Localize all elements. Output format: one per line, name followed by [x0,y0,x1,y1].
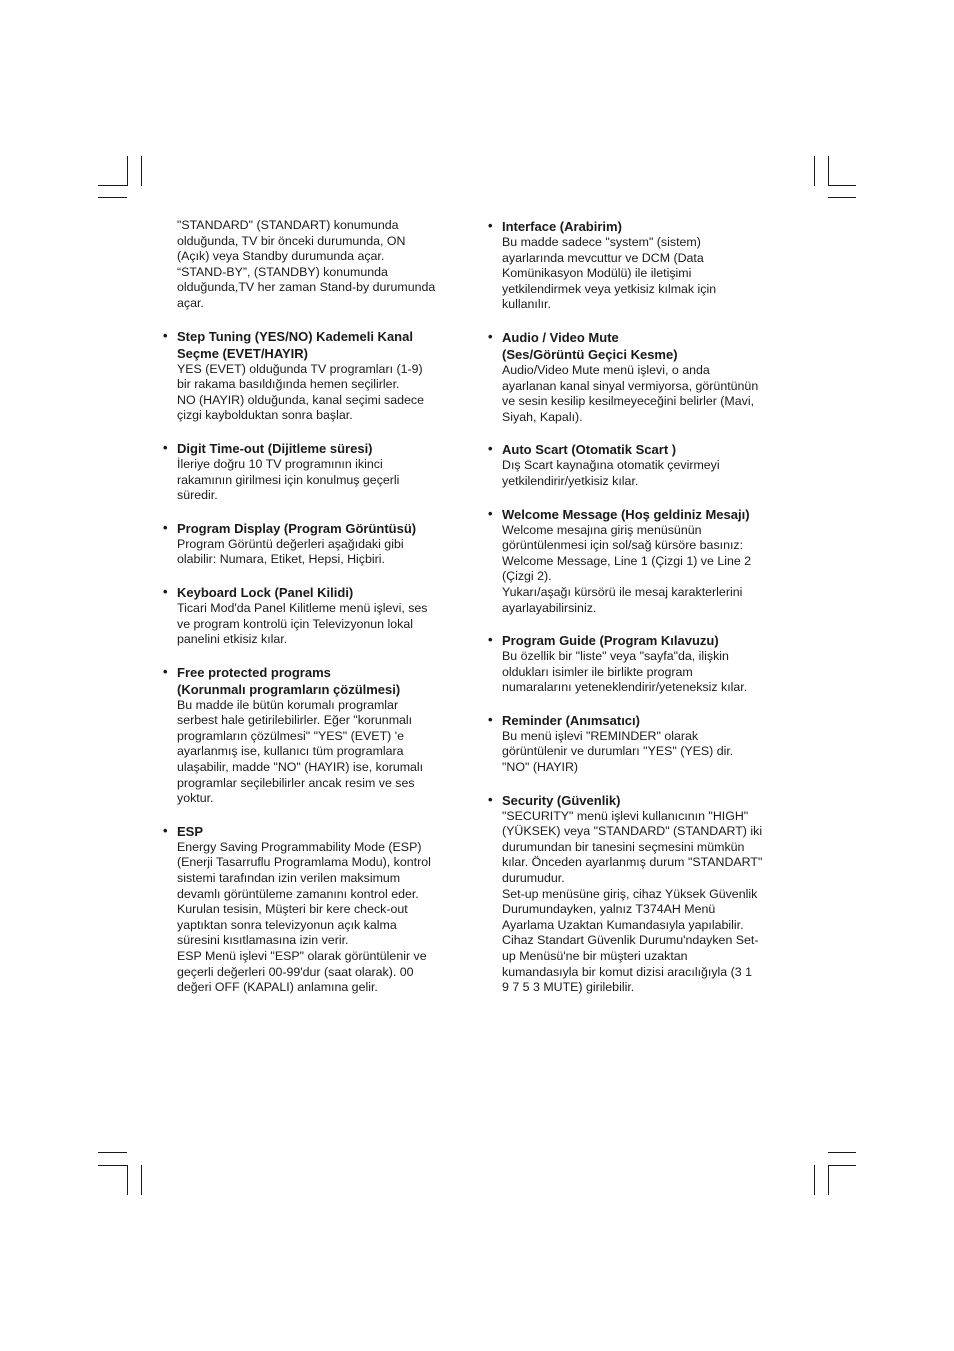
section-title [177,823,463,840]
crop-mark [828,156,829,186]
list-item [163,328,463,424]
text-line: durumundan bir tanesini seçmesini mümkün [502,839,745,854]
text-line: yetkilendirir/yetkisiz kılar. [502,473,639,488]
text-line: Ticari Mod'da Panel Kilitleme menü işlevi, ses [177,600,428,615]
title-line: Welcome Message (Hoş geldiniz Mesajı) [502,506,750,522]
text-line: kılar. Önceden ayarlanmış durum "STANDART" [502,855,763,870]
text-line: (Açık) veya Standby durumunda açar. [177,249,385,264]
section-body [502,235,790,313]
crop-mark [828,1165,829,1195]
bullet-icon: • [488,791,493,807]
text-line: Audio/Video Mute menü işlevi, o anda [502,362,710,377]
text-line: değeri OFF (KAPALI) anlamına gelir. [177,980,378,995]
crop-mark [127,156,128,186]
section-title [502,792,790,809]
section-body [177,457,463,504]
list-item [163,584,463,648]
bullet-icon: • [163,519,168,535]
section-title [502,329,790,363]
text-line: yoktur. [177,791,214,806]
title-line: ESP [177,823,204,839]
list-item [488,792,790,996]
text-line: Bu madde sadece "system" (sistem) [502,235,701,249]
text-line: süresini kısıtlamasına izin verir. [177,933,349,948]
bullet-icon: • [163,822,168,838]
right-column [488,218,790,1012]
crop-mark [141,156,142,186]
title-line: Seçme (EVET/HAYIR) [177,345,309,361]
left-column [163,218,463,1012]
text-line: durumudur. [502,871,565,886]
section-body [502,458,790,489]
crop-mark [98,1165,127,1166]
text-line: panelini etkisiz kılar. [177,632,288,647]
text-line: ve program kontrolü için Televizyonun lokal [177,616,414,631]
title-line: Auto Scart (Otomatik Scart ) [502,442,677,458]
text-line: "NO" (HAYIR) [502,760,579,775]
text-line: ayarlarında mevcuttur ve DCM (Data [502,250,704,265]
section-body [502,649,790,696]
section-body [177,362,463,424]
list-item [488,441,790,489]
text-line: ESP Menü işlevi "ESP" olarak görüntülenir ve [177,949,427,963]
list-item [163,520,463,568]
section-body [502,363,790,425]
list-item [488,329,790,425]
text-line: Bu menü işlevi "REMINDER" olarak [502,728,699,743]
section-title [177,664,463,698]
text-line: ayarlayabilirsiniz. [502,600,597,615]
text-line: Yukarı/aşağı kürsörü ile mesaj karakterlerini [502,584,743,599]
text-line: (Enerji Tasarruflu Programlama Modu), kontrol [177,855,431,870]
crop-mark [828,185,856,186]
text-line: Welcome mesajına giriş menüsünün [502,522,702,537]
text-line: (YÜKSEK) veya "STANDARD" (STANDART) iki [502,824,763,839]
text-line: olabilir: Numara, Etiket, Hepsi, Hiçbiri. [177,552,385,567]
text-line: rakamının girilmesi için konulmuş geçerli [177,472,400,487]
text-line: Energy Saving Programmability Mode (ESP) [177,839,422,854]
text-line: açar. [177,295,204,310]
text-line: programlar seçilebilirler ancak resim ve ses [177,775,415,790]
text-line: yetkilendirmek veya yetkisiz kılmak için [502,281,717,296]
section-title [502,632,790,649]
title-line: (Korunmalı programların çözülmesi) [177,681,401,697]
text-line: Welcome Message, Line 1 (Çizgi 1) ve Line 2 [502,553,752,568]
crop-mark [828,1165,856,1166]
title-line: Step Tuning (YES/NO) Kademeli Kanal [177,328,413,344]
text-line: "SECURITY" menü işlevi kullanıcının "HIGH" [502,808,749,823]
text-line: 9 7 5 3 MUTE) girilebilir. [502,980,635,995]
text-line: Siyah, Kapalı). [502,409,583,424]
title-line: Program Display (Program Görüntüsü) [177,520,417,536]
section-title [502,441,790,458]
title-line: Security (Güvenlik) [502,792,621,808]
text-line: devamlı görüntüleme zamanını kontrol eder. [177,886,419,901]
title-line: Audio / Video Mute [502,329,619,345]
text-line: ulaşabilir, madde "NO" (HAYIR) ise, korumalı [177,760,424,775]
text-line: serbest hale getirilebilirler. Eğer "korunmalı [177,713,413,728]
list-item [488,632,790,696]
text-line: Kurulan tesisin, Müşteri bir kere check-out [177,902,408,917]
text-line: süredir. [177,488,218,503]
section-title [177,584,463,601]
section-body [177,537,463,568]
list-item [488,218,790,313]
text-line: “STAND-BY”, (STANDBY) konumunda [177,264,388,279]
bullet-icon: • [163,663,168,679]
intro-paragraph [163,218,463,312]
text-line: çizgi kaybolduktan sonra başlar. [177,408,353,423]
section-body [502,729,790,776]
text-line: Cihaz Standart Güvenlik Durumu'ndayken Set- [502,933,759,948]
section-body [502,809,790,996]
text-line: Dış Scart kaynağına otomatik çevirmeyi [502,458,720,473]
section-title [177,440,463,457]
text-line: olduğunda,TV her zaman Stand-by durumunda [177,280,436,295]
text-line: kullanılır. [502,297,551,312]
text-line: up Menüsü'ne bir müşteri uzaktan [502,949,688,963]
text-line: görüntülenir ve durumları "YES" (YES) dir. [502,744,734,759]
bullet-icon: • [488,505,493,521]
text-line: Komünikasyon Modülü) ile iletişimi [502,266,692,281]
section-title [177,328,463,362]
section-body [502,523,790,617]
text-line: olduğunda, TV bir önceki durumunda, ON [177,233,406,248]
list-item [488,712,790,776]
text-line: numaralarını yeteneklendirir/yeteneksiz kılar. [502,680,748,695]
bullet-icon: • [488,218,493,233]
text-line: Bu madde ile bütün korumalı programlar [177,697,399,712]
crop-mark [814,1165,815,1195]
section-title [502,218,790,235]
title-line: Digit Time-out (Dijitleme süresi) [177,440,373,456]
crop-mark [814,156,815,186]
text-line: Bu özellik bir "liste" veya "sayfa"da, ilişkin [502,649,729,664]
section-body [177,601,463,648]
list-item [488,506,790,617]
section-body [177,698,463,807]
crop-mark [98,197,127,198]
text-line: ve sesin kesilip kesilmeyeceğini belirler (Mavi, [502,394,755,409]
text-line: ayarlanan kanal sinyal vermiyorsa, görüntünün [502,378,759,393]
text-line: geçerli değerleri 00-99'dur (saat olarak). 00 [177,964,414,979]
bullet-icon: • [488,711,493,727]
text-line: Program Görüntü değerleri aşağıdaki gibi [177,536,404,551]
title-line: (Ses/Görüntü Geçici Kesme) [502,346,678,362]
text-line: İleriye doğru 10 TV programının ikinci [177,456,383,471]
bullet-icon: • [163,327,168,343]
text-line: YES (EVET) olduğunda TV programları (1-9) [177,361,423,376]
bullet-icon: • [163,439,168,455]
title-line: Interface (Arabirim) [502,219,622,234]
crop-mark [127,1165,128,1195]
text-line: görüntülenmesi için sol/sağ kürsöre basınız: [502,538,744,553]
bullet-icon: • [163,583,168,599]
bullet-icon: • [488,632,493,648]
title-line: Reminder (Anımsatıcı) [502,712,640,728]
text-line: (Çizgi 2). [502,569,552,584]
list-item [163,823,463,996]
section-title [502,712,790,729]
bullet-icon: • [488,328,493,344]
text-line: sistemi tarafından izin verilen maksimum [177,871,401,886]
title-line: Program Guide (Program Kılavuzu) [502,633,719,649]
text-line: Set-up menüsüne giriş, cihaz Yüksek Güvenlik [502,886,758,901]
crop-mark [141,1165,142,1195]
text-line: ayarlanmış ise, kullanıcı tüm programlara [177,744,404,759]
list-item [163,440,463,504]
text-line: "STANDARD" (STANDART) konumunda [177,218,399,232]
list-item [163,664,463,807]
section-title [177,520,463,537]
section-title [502,506,790,523]
section-body [177,840,463,996]
text-line: kumandasıyla bir komut dizisi aracılığıyla (3 1 [502,964,752,979]
text-line: yaptıktan sonra televizyonun açık kalma [177,917,397,932]
crop-mark [98,1152,127,1153]
crop-mark [828,197,856,198]
bullet-icon: • [488,441,493,457]
text-line: programların çözülmesi" "YES" (EVET) 'e [177,728,404,743]
title-line: Keyboard Lock (Panel Kilidi) [177,584,354,600]
text-line: NO (HAYIR) olduğunda, kanal seçimi sadece [177,392,425,407]
text-line: Ayarlama Uzaktan Kumandasıyla yapılabilir. [502,917,744,932]
crop-mark [98,185,127,186]
text-line: oldukları isimler ile birlikte program [502,664,693,679]
title-line: Free protected programs [177,664,331,680]
crop-mark [828,1152,856,1153]
text-line: bir rakama basıldığında hemen seçilirler. [177,377,400,392]
text-line: Durumundayken, yalnız T374AH Menü [502,902,716,917]
